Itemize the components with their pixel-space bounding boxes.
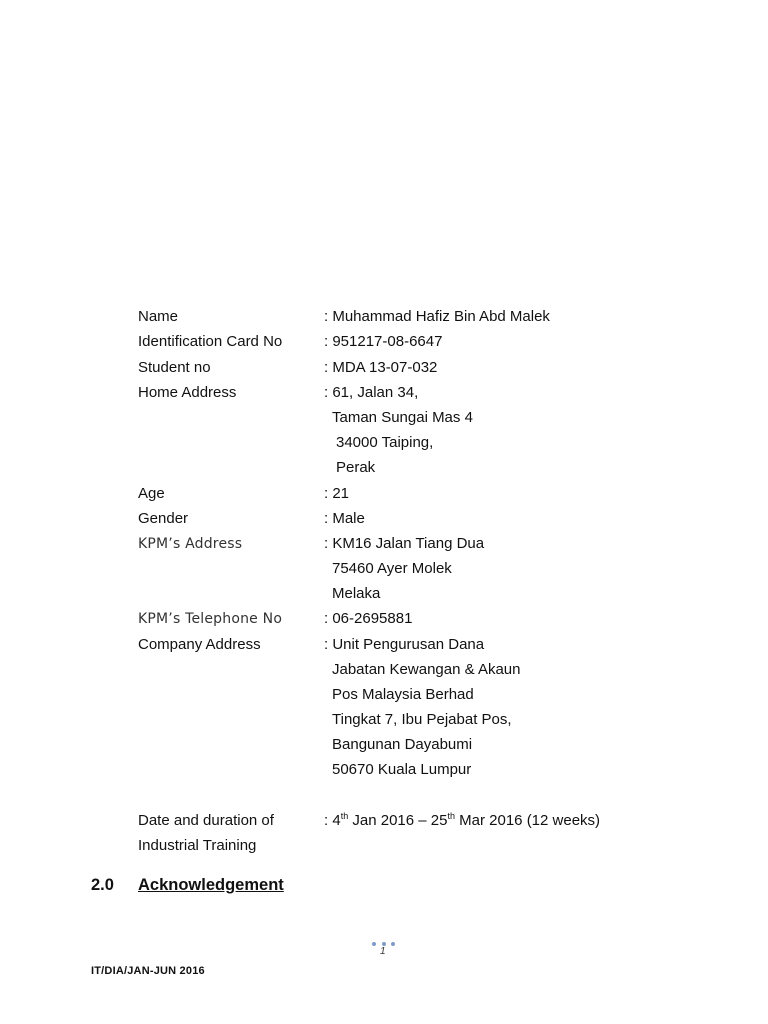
ornament-dot — [372, 942, 376, 946]
kpm-phone-row — [0, 609, 768, 629]
age-row — [0, 484, 768, 504]
duration-start-ordinal: th — [340, 811, 349, 821]
duration-row — [0, 836, 768, 856]
kpm-address-row — [0, 559, 768, 579]
section-heading — [0, 874, 768, 896]
company-address-row — [0, 660, 768, 680]
section-title: Acknowledgement — [138, 876, 284, 894]
home-address-line: 34000 Taiping, — [336, 434, 434, 451]
student-row — [0, 358, 768, 378]
home-address-row — [0, 383, 768, 403]
company-address-line: 50670 Kuala Lumpur — [332, 761, 472, 778]
duration-middle-text: Jan 2016 – 25 — [348, 812, 448, 829]
student-value: : MDA 13-07-032 — [324, 359, 438, 376]
page-number: 1 — [380, 946, 386, 957]
gender-label: Gender — [138, 510, 189, 527]
ic-label: Identification Card No — [138, 333, 283, 350]
gender-row — [0, 509, 768, 529]
home-address-line: : 61, Jalan 34, — [324, 384, 419, 401]
home-address-line: Taman Sungai Mas 4 — [332, 409, 473, 426]
ic-row — [0, 332, 768, 352]
home-address-row — [0, 408, 768, 428]
ic-value: : 951217-08-6647 — [324, 333, 443, 350]
age-label: Age — [138, 485, 165, 502]
page-footer: IT/DIA/JAN-JUN 2016 — [91, 965, 205, 977]
duration-row — [0, 811, 768, 831]
section-number: 2.0 — [91, 876, 114, 894]
company-address-row — [0, 635, 768, 655]
company-address-line: : Unit Pengurusan Dana — [324, 636, 485, 653]
kpm-address-line: Melaka — [332, 585, 381, 602]
company-address-line: Pos Malaysia Berhad — [332, 686, 474, 703]
name-label: Name — [138, 308, 179, 325]
age-value: : 21 — [324, 485, 350, 502]
duration-label: Industrial Training — [138, 837, 257, 854]
duration-value — [324, 811, 600, 831]
company-address-row — [0, 685, 768, 705]
kpm-address-row — [0, 534, 768, 554]
duration-end-text: Mar 2016 (12 weeks) — [454, 812, 601, 829]
kpm-phone-value: : 06-2695881 — [324, 610, 413, 627]
ornament-dot — [391, 942, 395, 946]
home-address-label: Home Address — [138, 384, 237, 401]
student-label: Student no — [138, 359, 211, 376]
home-address-row — [0, 458, 768, 478]
company-address-row — [0, 760, 768, 780]
company-address-row — [0, 710, 768, 730]
kpm-address-row — [0, 584, 768, 604]
name-row — [0, 307, 768, 327]
kpm-address-line: : KM16 Jalan Tiang Dua — [324, 535, 485, 552]
company-address-label: Company Address — [138, 636, 261, 653]
kpm-address-line: 75460 Ayer Molek — [332, 560, 452, 577]
home-address-line: Perak — [336, 459, 376, 476]
gender-value: : Male — [324, 510, 365, 527]
name-value: : Muhammad Hafiz Bin Abd Malek — [324, 308, 550, 325]
company-address-row — [0, 735, 768, 755]
duration-end-ordinal: th — [447, 811, 455, 821]
kpm-address-label: KPM’s Address — [138, 536, 243, 552]
company-address-line: Bangunan Dayabumi — [332, 736, 473, 753]
company-address-line: Jabatan Kewangan & Akaun — [332, 661, 521, 678]
home-address-row — [0, 433, 768, 453]
company-address-line: Tingkat 7, Ibu Pejabat Pos, — [332, 711, 512, 728]
duration-label: Date and duration of — [138, 812, 274, 829]
duration-start-text: : 4 — [324, 812, 341, 829]
kpm-phone-label: KPM’s Telephone No — [138, 611, 283, 627]
